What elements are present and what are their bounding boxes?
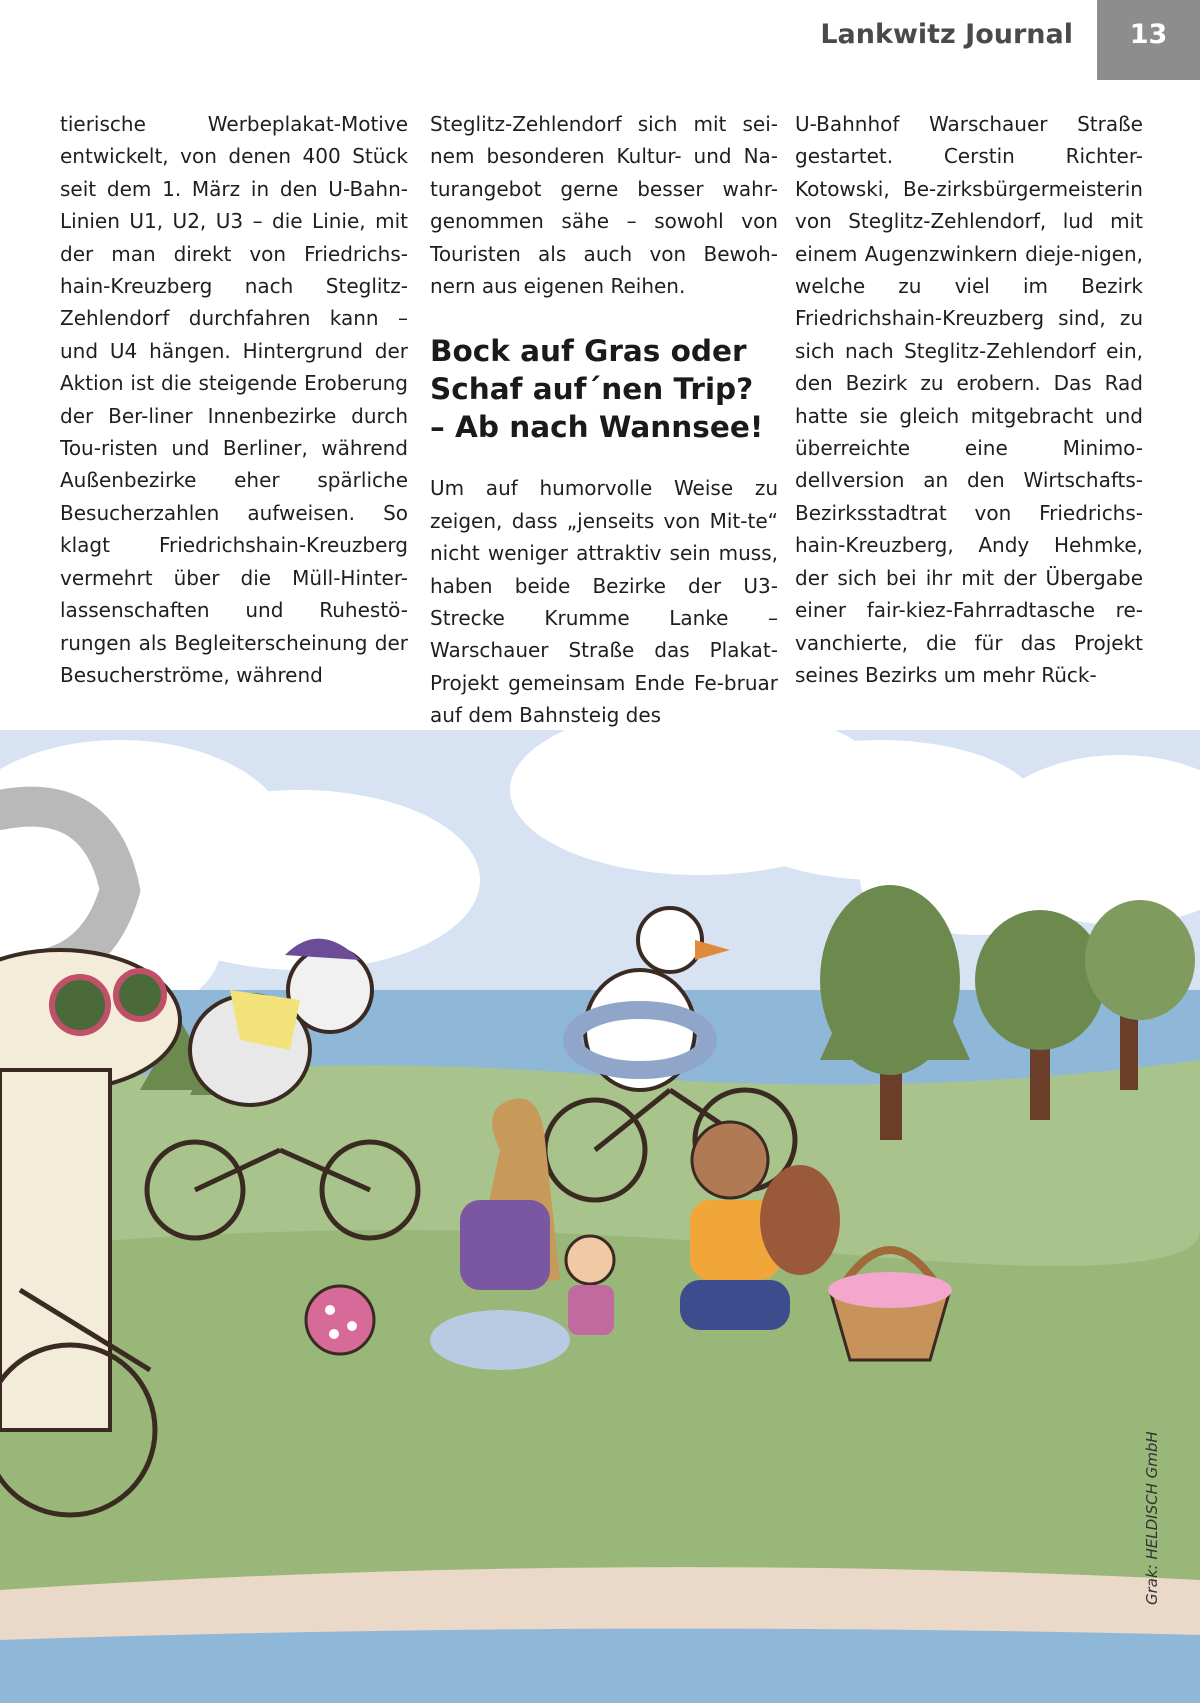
article-text: Um auf humorvolle Weise zu zeigen, dass „jenseits von Mit-te“ nicht weniger attraktiv sein muss, haben beide Bezirke der U3-Strecke Krumme Lanke – Warschauer Straße das Plakat-Projekt gemeinsam Ende Fe-bruar auf dem Bahnsteig des — [430, 476, 778, 728]
page-number: 13 — [1129, 19, 1168, 50]
page-number-box — [1097, 0, 1200, 80]
journal-title: Lankwitz Journal — [820, 19, 1073, 50]
article-text: U-Bahnhof Warschauer Straße gestartet. Cerstin Richter-Kotowski, Be-zirksbürgermeisterin von Steglitz-Zehlendorf, lud mit einem Augenzwinkern dieje-nigen, welche zu viel im Bezirk Friedrichshain-Kreuzberg sind, zu sich nach Steglitz-Zehlendorf ein, den Bezirk zu erobern. Das Rad hatte sie gleich mitgebracht und überreichte eine Minimo-dellversion an den Wirtschafts-Bezirksstadtrat von Friedrichs-hain-Kreuzberg, Andy Hehmke, der sich bei ihr mit der Übergabe einer fair-kiez-Fahrradtasche re-vanchierte, die für das Projekt seines Bezirks um mehr Rück- — [795, 112, 1143, 687]
image-credit: Grak: HELDISCH GmbH — [1143, 1431, 1161, 1605]
article-text: tierische Werbeplakat-Motive entwickelt, von denen 400 Stück seit dem 1. März in den U-Bahn-Linien U1, U2, U3 – die Linie, mit der man direkt von Friedrichs-hain-Kreuzberg nach Steglitz-Zehlendorf durchfahren kann – und U4 hängen. Hintergrund der Aktion ist die steigende Eroberung der Ber-liner Innenbezirke durch Tou-risten und Berliner, während Außenbezirke eher spärliche Besucherzahlen aufweisen. So klagt Friedrichshain-Kreuzberg vermehrt über die Müll-Hinter-lassenschaften und Ruhestö-rungen als Begleiterscheinung der Besucherströme, während — [60, 112, 408, 687]
ball-icon — [306, 1286, 374, 1354]
illustration — [0, 730, 1200, 1703]
subheading: Bock auf Gras oder Schaf auf´nen Trip? – Ab nach Wannsee! — [430, 334, 764, 445]
article-column-2 — [430, 108, 778, 732]
article-column-1 — [60, 108, 408, 691]
article-column-3 — [795, 108, 1143, 691]
lake — [0, 1629, 1200, 1703]
article-text: Steglitz-Zehlendorf sich mit sei-nem besonderen Kultur- und Na-turangebot gerne besser wahr-genommen sähe – sowohl von Touristen als auch von Bewoh-nern aus eigenen Reihen. — [430, 112, 778, 299]
